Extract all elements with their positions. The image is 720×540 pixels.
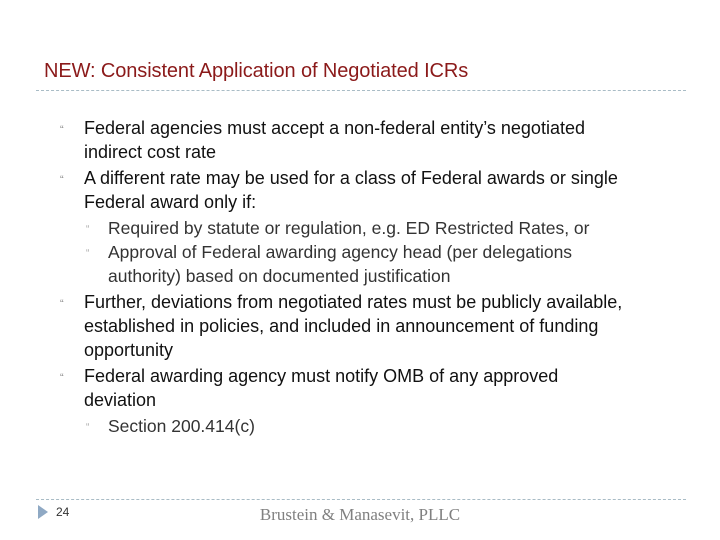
bullet-icon: “ [86,248,90,259]
bullet-line: established in policies, and included in announcement of funding [84,316,599,336]
bullet-line: Federal award only if: [84,192,257,212]
bullet-line: Federal awarding agency must notify OMB of any approved [84,366,559,386]
sub-bullet-item [60,240,700,288]
sub-bullet-line: Section 200.414(c) [108,416,255,436]
bullet-item [60,290,700,362]
bullet-item [60,166,700,214]
bullet-icon: “ [86,422,90,433]
sub-bullet-line: Approval of Federal awarding agency head (per delegations [108,242,573,262]
sub-bullet-line: authority) based on documented justification [108,266,451,286]
bullet-line: indirect cost rate [84,142,217,162]
bullet-line: Further, deviations from negotiated rates must be publicly available, [84,292,623,312]
bullet-icon: “ [86,224,90,235]
bullet-item [60,116,700,164]
slide-title: NEW: Consistent Application of Negotiated ICRs [44,60,469,82]
bullet-icon: “ [60,174,64,186]
footer-company-name: Brustein & Manasevit, PLLC [259,505,461,524]
bullet-item [60,364,700,412]
sub-bullet-item [60,414,700,438]
bullet-icon: “ [60,124,64,136]
bullet-line: opportunity [84,340,174,360]
bullet-icon: “ [60,372,64,384]
footer-text [0,505,720,525]
page-number: 24 [56,505,70,519]
sub-bullet-item [60,216,700,240]
bullet-line: A different rate may be used for a class of Federal awards or single [84,168,618,188]
title-divider [36,90,686,91]
bullet-line: Federal agencies must accept a non-federal entity’s negotiated [84,118,585,138]
footer-divider [36,499,686,500]
bullet-line: deviation [84,390,157,410]
bullet-list [60,116,700,438]
bullet-icon: “ [60,298,64,310]
sub-bullet-line: Required by statute or regulation, e.g. ED Restricted Rates, or [108,218,590,238]
